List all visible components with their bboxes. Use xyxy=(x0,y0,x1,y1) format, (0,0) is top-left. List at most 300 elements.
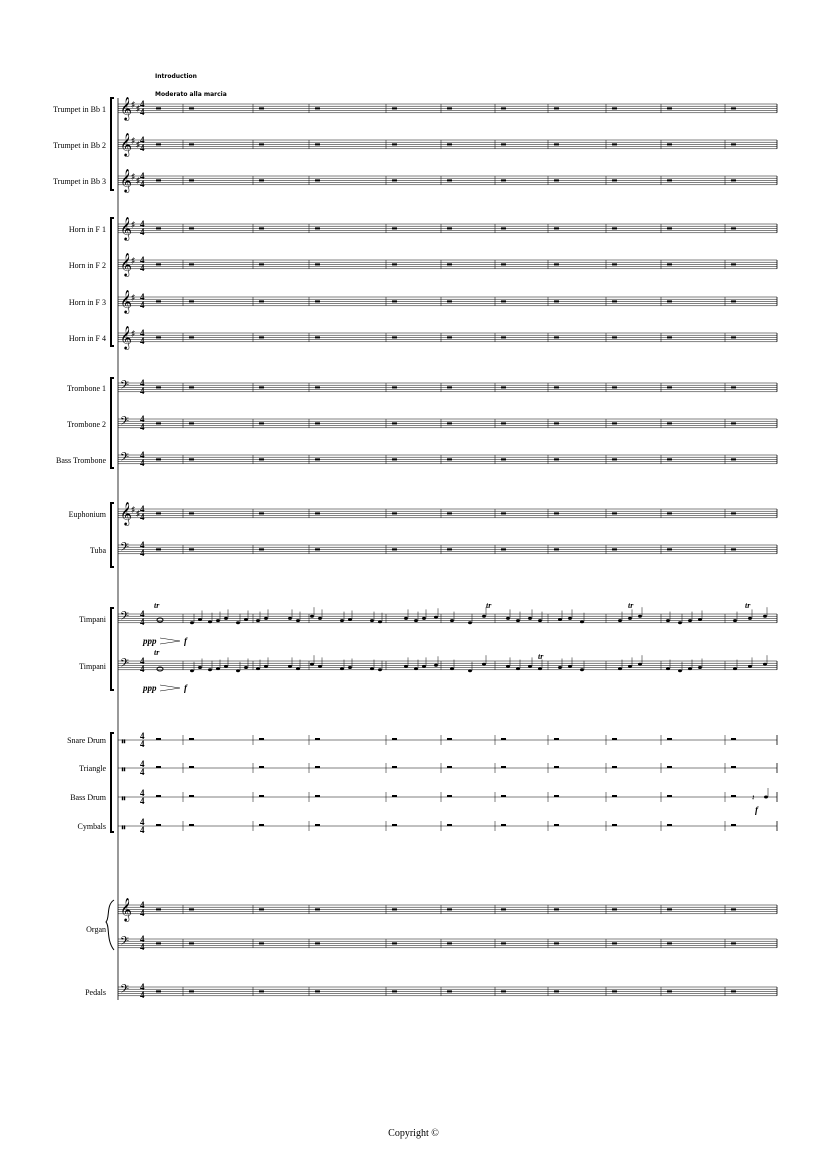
bass-clef: 𝄢 xyxy=(120,984,130,999)
snare-drum-whole-rest xyxy=(315,738,320,740)
pedals-whole-rest xyxy=(259,990,264,992)
timpani-note-head xyxy=(216,667,220,670)
bass-drum-whole-rest xyxy=(554,795,559,797)
tuba-12-label: Tuba xyxy=(89,546,106,555)
horn-in-f-1-4-whole-rest xyxy=(612,227,617,229)
timpani-note-head xyxy=(482,663,486,666)
trumpet-in-bb-2-2-label: Trumpet in Bb 2 xyxy=(53,141,106,150)
time-signature-top: 4 xyxy=(140,982,145,992)
timpani-note-head xyxy=(516,619,520,622)
timpani-note-head xyxy=(538,667,542,670)
bass-trombone-10-whole-rest xyxy=(315,458,320,460)
trumpet-in-bb-2-2-whole-rest xyxy=(612,143,617,145)
timpani-note-head xyxy=(264,665,268,668)
time-signature-top: 4 xyxy=(140,934,145,944)
time-signature-bottom: 4 xyxy=(140,796,145,806)
timpani-note-head xyxy=(434,616,438,619)
dynamic-ppp: ppp xyxy=(143,683,157,693)
bass-drum-whole-rest xyxy=(447,795,452,797)
horn-in-f-3-6-whole-rest xyxy=(259,300,264,302)
trumpet-in-bb-3-3-whole-rest xyxy=(189,179,194,181)
tuba-12-whole-rest xyxy=(447,548,452,550)
time-signature-bottom: 4 xyxy=(140,664,145,674)
horn-in-f-1-4-whole-rest xyxy=(447,227,452,229)
timpani-note-head xyxy=(288,665,292,668)
percussion-clef: 𝄥 xyxy=(122,765,125,776)
timpani-note-head xyxy=(198,666,202,669)
snare-drum-whole-rest xyxy=(731,738,736,740)
treble-clef: 𝄞 xyxy=(120,291,132,313)
timpani-note-head xyxy=(224,665,228,668)
treble-clef: 𝄞 xyxy=(120,327,132,349)
dynamic-ppp: ppp xyxy=(143,636,157,646)
time-signature-top: 4 xyxy=(140,99,145,109)
horn-in-f-4-7-whole-rest xyxy=(667,336,672,338)
bass-clef: 𝄢 xyxy=(120,658,130,673)
trumpet-in-bb-1-1-whole-rest xyxy=(189,107,194,109)
key-signature-sharp: ♯ xyxy=(131,136,135,145)
timpani-note-head xyxy=(198,618,202,621)
timpani-note-head xyxy=(558,618,562,621)
triangle-label: Triangle xyxy=(79,764,106,773)
cymbals-label: Cymbals xyxy=(77,822,106,831)
tuba-12-whole-rest xyxy=(315,548,320,550)
timpani-note-head xyxy=(370,667,374,670)
timpani-note-head xyxy=(763,663,767,666)
key-signature-sharp: ♯ xyxy=(136,140,140,149)
trumpet-in-bb-1-1-whole-rest xyxy=(447,107,452,109)
timpani-note-head xyxy=(638,663,642,666)
timpani-note-head xyxy=(748,617,752,620)
bass-clef: 𝄢 xyxy=(120,452,130,467)
horn-in-f-2-5-whole-rest xyxy=(667,263,672,265)
timpani-note-head xyxy=(414,667,418,670)
horn-in-f-2-5-whole-rest xyxy=(501,263,506,265)
bass-clef: 𝄢 xyxy=(120,542,130,557)
trombone-1-8-whole-rest xyxy=(156,386,161,388)
timpani-13-label: Timpani xyxy=(79,615,106,624)
bass-drum-whole-rest xyxy=(259,795,264,797)
timpani-note-head xyxy=(256,619,260,622)
organ-whole-rest xyxy=(612,908,617,910)
bass-trombone-10-whole-rest xyxy=(731,458,736,460)
timpani-note-head xyxy=(348,618,352,621)
horn-in-f-3-6-whole-rest xyxy=(392,300,397,302)
key-signature-sharp: ♯ xyxy=(136,104,140,113)
horn-in-f-2-5-whole-rest xyxy=(392,263,397,265)
time-signature-bottom: 4 xyxy=(140,143,145,153)
pedals-whole-rest xyxy=(156,990,161,992)
triangle-whole-rest xyxy=(315,766,320,768)
timpani-note-head xyxy=(434,664,438,667)
organ-whole-rest xyxy=(447,908,452,910)
organ-whole-rest xyxy=(315,908,320,910)
horn-in-f-3-6-whole-rest xyxy=(731,300,736,302)
horn-in-f-4-7-whole-rest xyxy=(189,336,194,338)
trill-mark: tr xyxy=(154,648,160,657)
bass-drum-whole-rest xyxy=(156,795,161,797)
timpani-note-head xyxy=(698,666,702,669)
trombone-2-9-whole-rest xyxy=(501,422,506,424)
treble-clef: 𝄞 xyxy=(120,218,132,240)
low-brass-bracket xyxy=(111,503,114,567)
horn-in-f-2-5-whole-rest xyxy=(156,263,161,265)
timpani-note-head xyxy=(558,666,562,669)
bass-trombone-10-whole-rest xyxy=(189,458,194,460)
trumpet-in-bb-1-1-whole-rest xyxy=(731,107,736,109)
time-signature-top: 4 xyxy=(140,788,145,798)
trombone-1-8-whole-rest xyxy=(392,386,397,388)
snare-drum-whole-rest xyxy=(259,738,264,740)
key-signature-sharp: ♯ xyxy=(136,509,140,518)
horn-in-f-2-5-whole-rest xyxy=(447,263,452,265)
time-signature-bottom: 4 xyxy=(140,179,145,189)
key-signature-sharp: ♯ xyxy=(136,176,140,185)
time-signature-bottom: 4 xyxy=(140,739,145,749)
timpani-note-head xyxy=(733,619,737,622)
trumpet-in-bb-3-3-whole-rest xyxy=(315,179,320,181)
timpani-note-head xyxy=(224,617,228,620)
pedals-whole-rest xyxy=(667,990,672,992)
euphonium-11-whole-rest xyxy=(315,512,320,514)
trumpet-in-bb-2-2-whole-rest xyxy=(315,143,320,145)
snare-drum-whole-rest xyxy=(612,738,617,740)
trombones-bracket xyxy=(111,378,114,468)
time-signature-top: 4 xyxy=(140,450,145,460)
trombone-1-8-whole-rest xyxy=(259,386,264,388)
trumpet-in-bb-2-2-whole-rest xyxy=(156,143,161,145)
pedals-whole-rest xyxy=(392,990,397,992)
cymbals-whole-rest xyxy=(554,824,559,826)
timpani-note-head xyxy=(568,617,572,620)
organ-whole-rest xyxy=(189,942,194,944)
percussion-clef: 𝄥 xyxy=(122,794,125,805)
trombone-2-9-whole-rest xyxy=(156,422,161,424)
trombone-2-9-whole-rest xyxy=(612,422,617,424)
horn-in-f-3-6-whole-rest xyxy=(501,300,506,302)
timpani-note-head xyxy=(244,618,248,621)
timpani-note-head xyxy=(506,665,510,668)
time-signature-top: 4 xyxy=(140,504,145,514)
timpani-note-head xyxy=(618,619,622,622)
trombone-2-9-whole-rest xyxy=(554,422,559,424)
trumpet-in-bb-2-2-whole-rest xyxy=(667,143,672,145)
timpani-note-head xyxy=(638,615,642,618)
timpani-note-head xyxy=(296,619,300,622)
triangle-whole-rest xyxy=(189,766,194,768)
pedals-whole-rest xyxy=(612,990,617,992)
horn-in-f-3-6-whole-rest xyxy=(554,300,559,302)
organ-whole-rest xyxy=(392,908,397,910)
time-signature-bottom: 4 xyxy=(140,548,145,558)
snare-drum-label: Snare Drum xyxy=(67,736,106,745)
timpani-note-head xyxy=(733,667,737,670)
trumpet-in-bb-3-3-whole-rest xyxy=(667,179,672,181)
cymbals-whole-rest xyxy=(731,824,736,826)
organ-label: Organ xyxy=(86,925,106,934)
horn-in-f-2-5-whole-rest xyxy=(189,263,194,265)
timpani-note-head xyxy=(748,665,752,668)
horn-in-f-3-6-whole-rest xyxy=(447,300,452,302)
treble-clef: 𝄞 xyxy=(120,899,132,921)
timpani-note-head xyxy=(666,619,670,622)
tuba-12-whole-rest xyxy=(554,548,559,550)
snare-drum-whole-rest xyxy=(189,738,194,740)
timpani-note-head xyxy=(688,667,692,670)
timpani-note-head xyxy=(568,665,572,668)
euphonium-11-whole-rest xyxy=(667,512,672,514)
tuba-12-whole-rest xyxy=(189,548,194,550)
euphonium-11-whole-rest xyxy=(156,512,161,514)
bass-trombone-10-whole-rest xyxy=(156,458,161,460)
timpani-note-head xyxy=(216,619,220,622)
timpani-note-head xyxy=(528,665,532,668)
time-signature-bottom: 4 xyxy=(140,767,145,777)
horn-in-f-1-4-whole-rest xyxy=(554,227,559,229)
horn-in-f-1-4-whole-rest xyxy=(315,227,320,229)
cymbals-whole-rest xyxy=(612,824,617,826)
timpani-note-head xyxy=(208,668,212,671)
timpani-bracket xyxy=(111,608,114,690)
bass-drum-note-head xyxy=(764,796,768,799)
time-signature-top: 4 xyxy=(140,135,145,145)
trumpet-in-bb-1-1-whole-rest xyxy=(259,107,264,109)
dynamic-f: f xyxy=(184,683,187,693)
tuba-12-whole-rest xyxy=(731,548,736,550)
euphonium-11-whole-rest xyxy=(612,512,617,514)
trombone-1-8-whole-rest xyxy=(501,386,506,388)
horn-in-f-2-5-whole-rest xyxy=(612,263,617,265)
timpani-note-head xyxy=(538,619,542,622)
trumpet-in-bb-3-3-whole-rest xyxy=(612,179,617,181)
timpani-note-head xyxy=(580,668,584,671)
horn-in-f-4-7-whole-rest xyxy=(447,336,452,338)
trumpet-in-bb-2-2-whole-rest xyxy=(554,143,559,145)
timpani-note-head xyxy=(340,667,344,670)
triangle-whole-rest xyxy=(447,766,452,768)
trombone-2-9-whole-rest xyxy=(315,422,320,424)
time-signature-top: 4 xyxy=(140,656,145,666)
dynamic-f: f xyxy=(184,636,187,646)
horn-in-f-1-4-label: Horn in F 1 xyxy=(68,225,106,234)
timpani-note-head xyxy=(678,669,682,672)
crescendo-hairpin xyxy=(160,685,180,691)
tuba-12-whole-rest xyxy=(156,548,161,550)
timpani-note-head xyxy=(318,665,322,668)
trombone-1-8-whole-rest xyxy=(554,386,559,388)
horn-in-f-4-7-whole-rest xyxy=(731,336,736,338)
timpani-note-head xyxy=(370,619,374,622)
euphonium-11-whole-rest xyxy=(731,512,736,514)
timpani-note-head xyxy=(450,619,454,622)
trumpets-bracket xyxy=(111,98,114,190)
trombone-1-8-whole-rest xyxy=(315,386,320,388)
copyright-notice: Copyright © xyxy=(388,1128,439,1139)
timpani-note-head xyxy=(468,621,472,624)
bass-trombone-10-whole-rest xyxy=(612,458,617,460)
cymbals-whole-rest xyxy=(501,824,506,826)
horn-in-f-3-6-whole-rest xyxy=(667,300,672,302)
timpani-note-head xyxy=(763,615,767,618)
snare-drum-whole-rest xyxy=(501,738,506,740)
bass-drum-whole-rest xyxy=(392,795,397,797)
organ-whole-rest xyxy=(667,942,672,944)
organ-whole-rest xyxy=(315,942,320,944)
bass-clef: 𝄢 xyxy=(120,936,130,951)
timpani-note-head xyxy=(506,617,510,620)
horn-in-f-1-4-whole-rest xyxy=(156,227,161,229)
trombone-2-9-whole-rest xyxy=(667,422,672,424)
pedals-whole-rest xyxy=(554,990,559,992)
horn-in-f-4-7-whole-rest xyxy=(501,336,506,338)
trumpet-in-bb-1-1-whole-rest xyxy=(392,107,397,109)
timpani-note-head xyxy=(236,669,240,672)
triangle-whole-rest xyxy=(501,766,506,768)
timpani-note-head xyxy=(296,667,300,670)
timpani-note-head xyxy=(208,620,212,623)
organ-whole-rest xyxy=(156,908,161,910)
bass-trombone-10-label: Bass Trombone xyxy=(55,456,106,465)
triangle-whole-rest xyxy=(392,766,397,768)
timpani-note-head xyxy=(414,619,418,622)
horn-in-f-3-6-whole-rest xyxy=(189,300,194,302)
time-signature-bottom: 4 xyxy=(140,512,145,522)
timpani-note-head xyxy=(698,618,702,621)
euphonium-11-whole-rest xyxy=(392,512,397,514)
key-signature-sharp: ♯ xyxy=(131,172,135,181)
cymbals-whole-rest xyxy=(392,824,397,826)
triangle-whole-rest xyxy=(731,766,736,768)
time-signature-top: 4 xyxy=(140,292,145,302)
timpani-note-head xyxy=(404,617,408,620)
bass-trombone-10-whole-rest xyxy=(501,458,506,460)
cymbals-whole-rest xyxy=(259,824,264,826)
pedals-whole-rest xyxy=(731,990,736,992)
organ-whole-rest xyxy=(392,942,397,944)
snare-drum-whole-rest xyxy=(447,738,452,740)
trombone-2-9-whole-rest xyxy=(259,422,264,424)
horn-in-f-4-7-whole-rest xyxy=(259,336,264,338)
organ-whole-rest xyxy=(447,942,452,944)
time-signature-bottom: 4 xyxy=(140,942,145,952)
bass-trombone-10-whole-rest xyxy=(392,458,397,460)
timpani-note-head xyxy=(628,665,632,668)
tuba-12-whole-rest xyxy=(667,548,672,550)
trumpet-in-bb-2-2-whole-rest xyxy=(189,143,194,145)
time-signature-bottom: 4 xyxy=(140,458,145,468)
timpani-note-head xyxy=(618,667,622,670)
crescendo-hairpin xyxy=(160,638,180,644)
time-signature-bottom: 4 xyxy=(140,422,145,432)
horn-in-f-4-7-whole-rest xyxy=(156,336,161,338)
triangle-whole-rest xyxy=(554,766,559,768)
bass-trombone-10-whole-rest xyxy=(447,458,452,460)
treble-clef: 𝄞 xyxy=(120,503,132,525)
bass-drum-quarter-rest: 𝄽 xyxy=(752,793,755,802)
time-signature-bottom: 4 xyxy=(140,990,145,1000)
trumpet-in-bb-1-1-whole-rest xyxy=(612,107,617,109)
trumpet-in-bb-1-1-label: Trumpet in Bb 1 xyxy=(53,105,106,114)
trombone-1-8-label: Trombone 1 xyxy=(66,384,106,393)
trombone-1-8-whole-rest xyxy=(189,386,194,388)
timpani-note-head xyxy=(528,617,532,620)
horn-in-f-2-5-whole-rest xyxy=(315,263,320,265)
trombone-2-9-label: Trombone 2 xyxy=(66,420,106,429)
percussion-clef: 𝄥 xyxy=(122,823,125,834)
key-signature-sharp: ♯ xyxy=(131,100,135,109)
organ-whole-rest xyxy=(501,942,506,944)
horn-in-f-3-6-whole-rest xyxy=(612,300,617,302)
trumpet-in-bb-1-1-whole-rest xyxy=(667,107,672,109)
timpani-note-head xyxy=(190,621,194,624)
pedals-label: Pedals xyxy=(85,988,106,997)
pedals-whole-rest xyxy=(447,990,452,992)
timpani-note-head xyxy=(422,665,426,668)
time-signature-top: 4 xyxy=(140,378,145,388)
organ-whole-rest xyxy=(189,908,194,910)
time-signature-top: 4 xyxy=(140,540,145,550)
timpani-note-head xyxy=(256,667,260,670)
timpani-note-head xyxy=(580,620,584,623)
organ-whole-rest xyxy=(554,908,559,910)
pedals-whole-rest xyxy=(189,990,194,992)
horn-in-f-2-5-whole-rest xyxy=(259,263,264,265)
percussion-bracket xyxy=(111,733,114,832)
organ-whole-rest xyxy=(259,908,264,910)
trombone-2-9-whole-rest xyxy=(392,422,397,424)
timpani-note-head xyxy=(688,619,692,622)
trill-mark: tr xyxy=(154,601,160,610)
timpani-note-head xyxy=(678,621,682,624)
trumpet-in-bb-3-3-whole-rest xyxy=(447,179,452,181)
snare-drum-whole-rest xyxy=(554,738,559,740)
time-signature-top: 4 xyxy=(140,731,145,741)
trumpet-in-bb-2-2-whole-rest xyxy=(447,143,452,145)
tuba-12-whole-rest xyxy=(612,548,617,550)
timpani-14-label: Timpani xyxy=(79,662,106,671)
time-signature-top: 4 xyxy=(140,171,145,181)
triangle-whole-rest xyxy=(156,766,161,768)
timpani-note-head xyxy=(482,615,486,618)
tuba-12-whole-rest xyxy=(392,548,397,550)
timpani-note-head xyxy=(378,620,382,623)
bass-clef: 𝄢 xyxy=(120,380,130,395)
snare-drum-whole-rest xyxy=(667,738,672,740)
treble-clef: 𝄞 xyxy=(120,134,132,156)
timpani-note-head xyxy=(310,615,314,618)
timpani-note-head xyxy=(190,669,194,672)
key-signature-sharp: ♯ xyxy=(131,256,135,265)
euphonium-11-whole-rest xyxy=(501,512,506,514)
triangle-whole-rest xyxy=(612,766,617,768)
horn-in-f-4-7-label: Horn in F 4 xyxy=(68,334,106,343)
trumpet-in-bb-1-1-whole-rest xyxy=(156,107,161,109)
horn-in-f-2-5-whole-rest xyxy=(731,263,736,265)
horn-in-f-1-4-whole-rest xyxy=(501,227,506,229)
time-signature-top: 4 xyxy=(140,817,145,827)
horn-in-f-2-5-label: Horn in F 2 xyxy=(68,261,106,270)
trill-mark: tr xyxy=(538,652,544,661)
bass-drum-whole-rest xyxy=(667,795,672,797)
percussion-clef: 𝄥 xyxy=(122,737,125,748)
trumpet-in-bb-3-3-whole-rest xyxy=(731,179,736,181)
euphonium-11-whole-rest xyxy=(554,512,559,514)
timpani-note-head xyxy=(378,668,382,671)
trumpet-in-bb-2-2-whole-rest xyxy=(259,143,264,145)
cymbals-whole-rest xyxy=(315,824,320,826)
bass-trombone-10-whole-rest xyxy=(667,458,672,460)
dynamic-f: f xyxy=(755,805,758,815)
